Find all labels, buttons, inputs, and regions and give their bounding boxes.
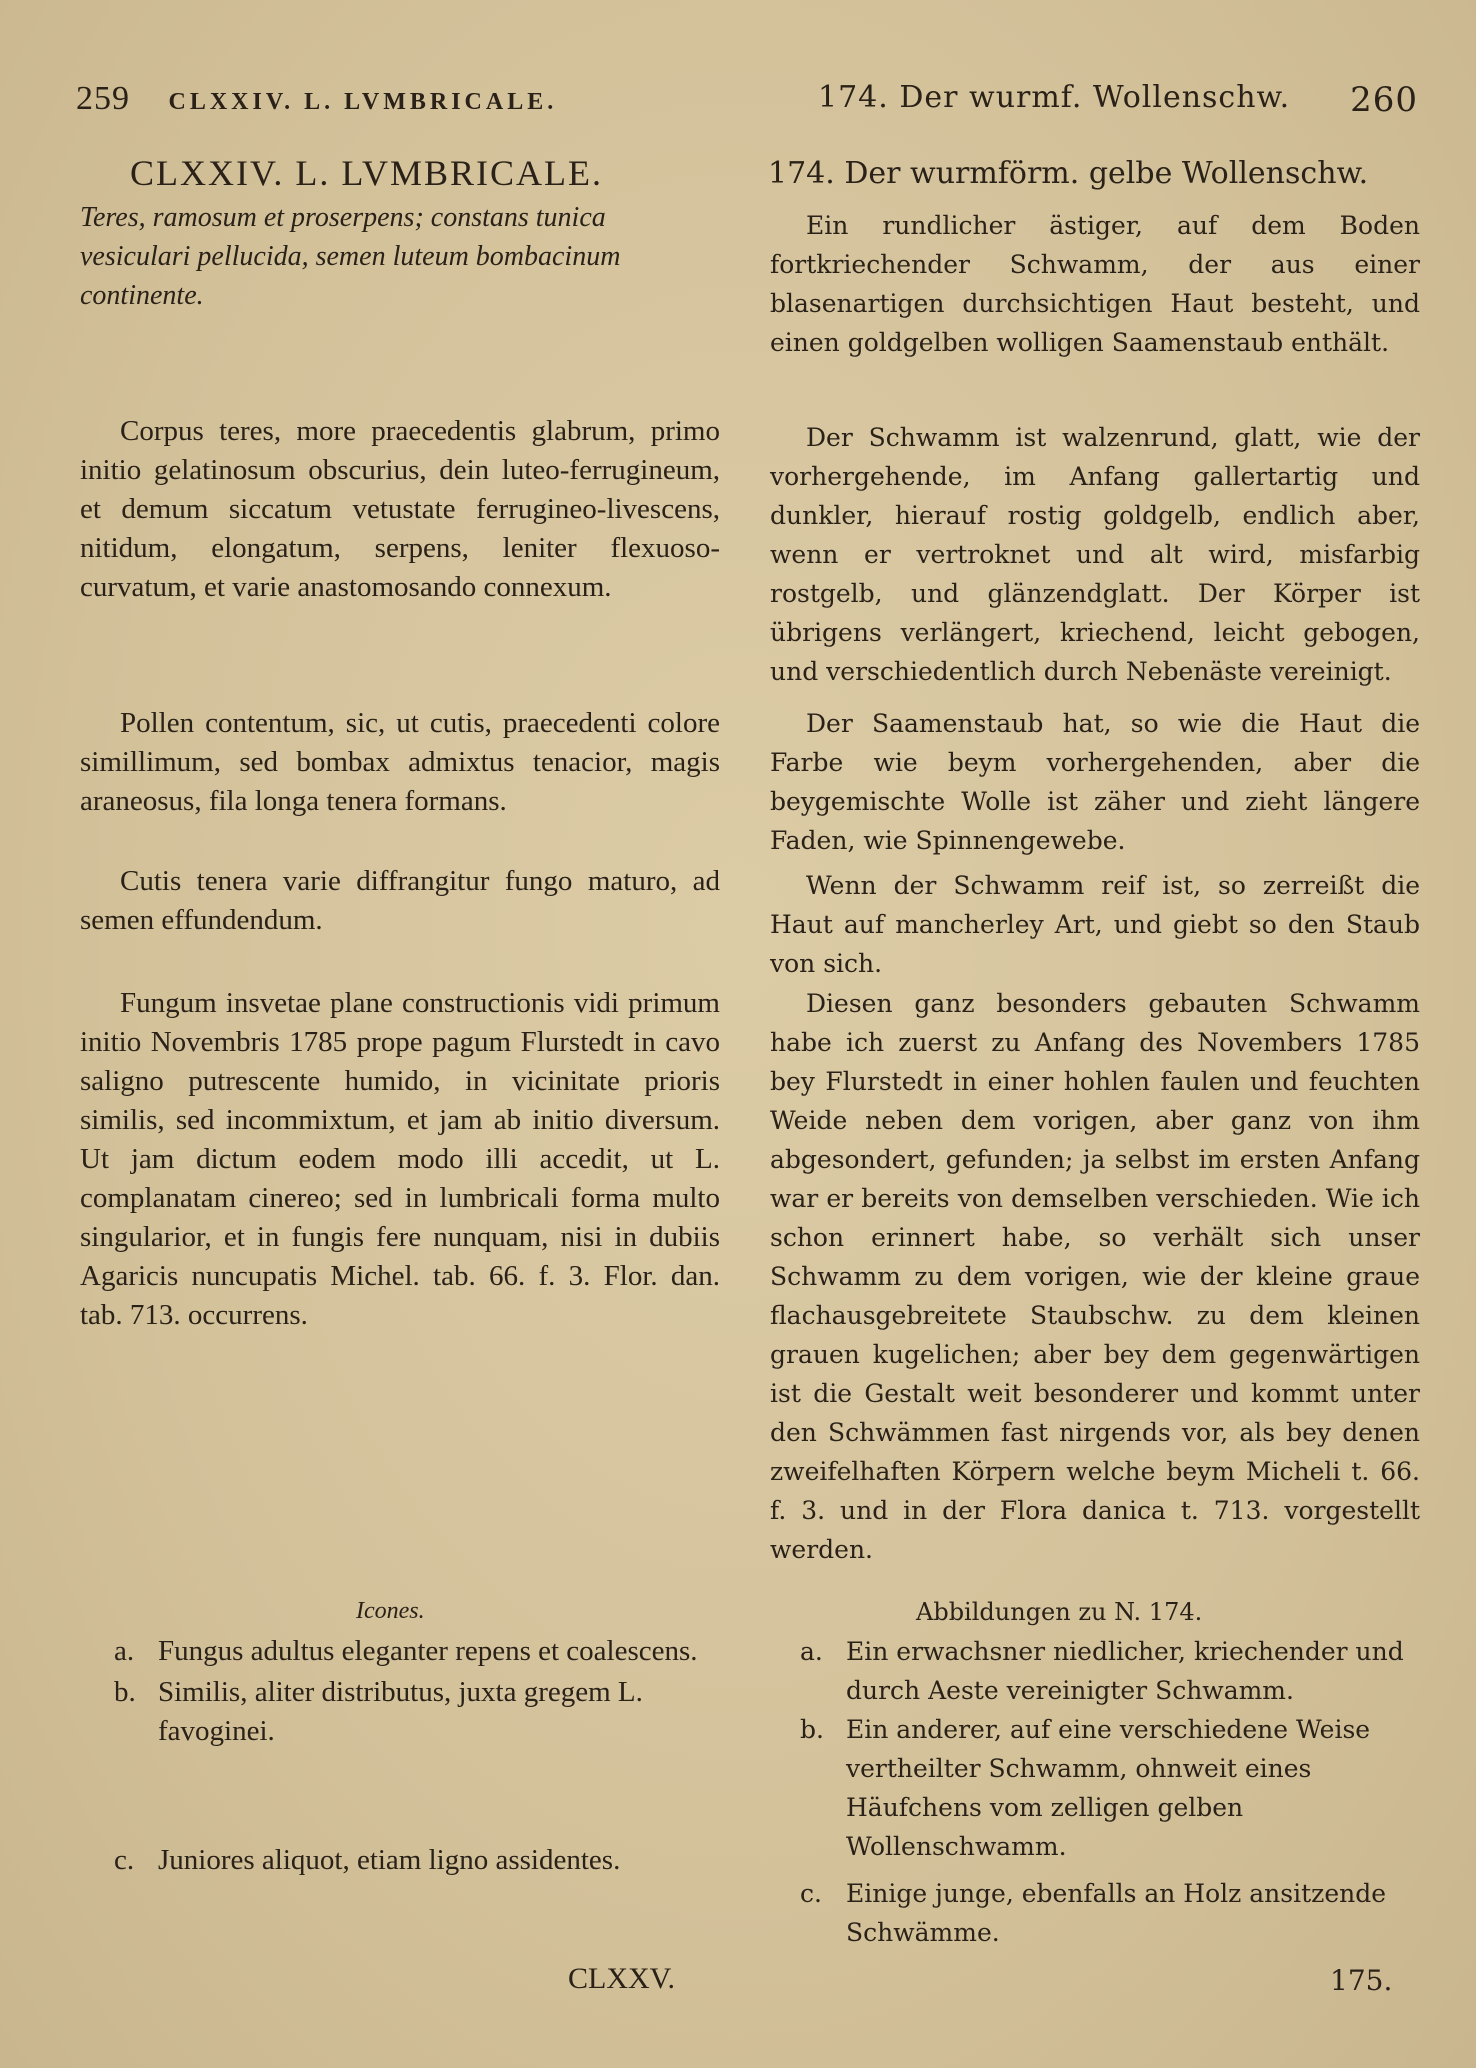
- icones-heading: Icones.: [356, 1598, 425, 1624]
- icones-list: [114, 1632, 724, 1880]
- icones-item-text: Fungus adultus eleganter repens et coalescens.: [158, 1635, 698, 1667]
- icones-item-a: [114, 1632, 724, 1671]
- icones-item-text: Juniores aliquot, etiam ligno assidentes.: [158, 1844, 621, 1876]
- right-paragraph-2: Der Schwamm ist walzenrund, glatt, wie der vorhergehende, im Anfang gallertartig und dunkler, hierauf rostig goldgelb, endlich aber, wenn er vertroknet und alt wird, misfarbig rostgelb, und glänzendglatt. Der Körper ist übrigens verlängert, kriechend, leicht gebogen, und verschiedentlich durch Nebenäste vereinigt.: [770, 423, 1420, 686]
- abbildungen-list: [800, 1632, 1420, 1952]
- abbildungen-item-c: [800, 1874, 1420, 1952]
- left-diagnosis: Teres, ramosum et proserpens; constans tunica vesiculari pellucida, semen luteum bombacinum continente.: [80, 202, 621, 311]
- abbildungen-item-label: c.: [800, 1879, 822, 1908]
- icones-item-label: a.: [114, 1635, 135, 1667]
- right-page-number: 260: [1350, 80, 1418, 120]
- abbildungen-item-text: Ein erwachsner niedlicher, kriechender und durch Aeste vereinigter Schwamm.: [846, 1637, 1404, 1705]
- right-paragraph-5: Diesen ganz besonders gebauten Schwamm habe ich zuerst zu Anfang des Novembers 1785 bey Flurstedt in einer hohlen faulen und feuchten Weide neben dem vorigen, aber ganz von ihm abgesondert, gefunden; ja selbst im ersten Anfang war er bereits von demselben verschieden. Wie ich schon erinnert habe, so verhält sich unser Schwamm zu dem vorigen, wie der kleine graue flachausgebreitete Staubschw. zu dem kleinen grauen kugelichen; aber bey dem gegenwärtigen ist die Gestalt weit besonderer und kommt unter den Schwämmen fast nirgends vor, als bey denen zweifelhaften Körpern welche beym Micheli t. 66. f. 3. und in der Flora danica t. 713. vorgestellt werden.: [770, 989, 1420, 1564]
- abbildungen-item-text: Ein anderer, auf eine verschiedene Weise vertheilter Schwamm, ohnweit eines Häufchens vom zelligen gelben Wollenschwamm.: [846, 1715, 1371, 1861]
- abbildungen-item-a: [800, 1632, 1420, 1710]
- left-paragraph-4: Fungum insvetae plane constructionis vidi primum initio Novembris 1785 prope pagum Flurstedt in cavo saligno putrescente humido, in vicinitate prioris similis, sed incommixtum, et jam ab initio diversum. Ut jam dictum eodem modo illi accedit, ut L. complanatam cinereo; sed in lumbricali forma multo singularior, et in fungis fere nunquam, nisi in dubiis Agaricis nuncupatis Michel. tab. 66. f. 3. Flor. dan. tab. 713. occurrens.: [80, 987, 720, 1331]
- right-paragraph-1: Ein rundlicher ästiger, auf dem Boden fortkriechender Schwamm, der aus einer blasenartigen durchsichtigen Haut besteht, und einen goldgelben wolligen Saamenstaub enthält.: [770, 211, 1420, 357]
- left-running-head: [76, 80, 676, 118]
- left-catchword: CLXXV.: [568, 1962, 675, 1995]
- right-paragraph-4: Wenn der Schwamm reif ist, so zerreißt die Haut auf mancherley Art, und giebt so den Staub von sich.: [770, 871, 1420, 978]
- icones-item-label: c.: [114, 1844, 135, 1876]
- abbildungen-item-label: a.: [800, 1637, 823, 1666]
- icones-item-label: b.: [114, 1676, 136, 1708]
- left-paragraph-1: Corpus teres, more praecedentis glabrum, primo initio gelatinosum obscurius, dein luteo-ferrugineum, et demum siccatum vetustate ferrugineo-livescens, nitidum, elongatum, serpens, leniter flexuoso-curvatum, et varie anastomosando connexum.: [80, 415, 720, 603]
- left-running-title: CLXXIV. L. LVMBRICALE.: [168, 89, 558, 115]
- right-paragraph-3: Der Saamenstaub hat, so wie die Haut die Farbe wie beym vorhergehenden, aber die beygemischte Wolle ist zäher und zieht längere Faden, wie Spinnengewebe.: [770, 709, 1420, 855]
- abbildungen-item-text: Einige junge, ebenfalls an Holz ansitzende Schwämme.: [846, 1879, 1387, 1947]
- abbildungen-item-label: b.: [800, 1715, 824, 1744]
- right-running-head: [818, 80, 1418, 120]
- right-catchword: 175.: [1330, 1964, 1393, 1997]
- icones-item-c: [114, 1841, 724, 1880]
- abbildungen-heading: Abbildungen zu N. 174.: [916, 1598, 1203, 1626]
- right-running-title: 174. Der wurmf. Wollenschw.: [818, 80, 1291, 115]
- icones-item-text: Similis, aliter distributus, juxta gregem L. favoginei.: [158, 1676, 643, 1747]
- left-paragraph-3: Cutis tenera varie diffrangitur fungo maturo, ad semen effundendum.: [80, 865, 720, 936]
- left-paragraph-2: Pollen contentum, sic, ut cutis, praecedenti colore simillimum, sed bombax admixtus tenacior, magis araneosus, fila longa tenera formans.: [80, 707, 720, 817]
- right-heading: 174. Der wurmförm. gelbe Wollenschw.: [768, 156, 1369, 191]
- abbildungen-item-b: [800, 1710, 1420, 1866]
- left-page-number: 259: [76, 80, 130, 117]
- icones-item-b: [114, 1673, 724, 1751]
- left-heading: CLXXIV. L. LVMBRICALE.: [130, 153, 604, 193]
